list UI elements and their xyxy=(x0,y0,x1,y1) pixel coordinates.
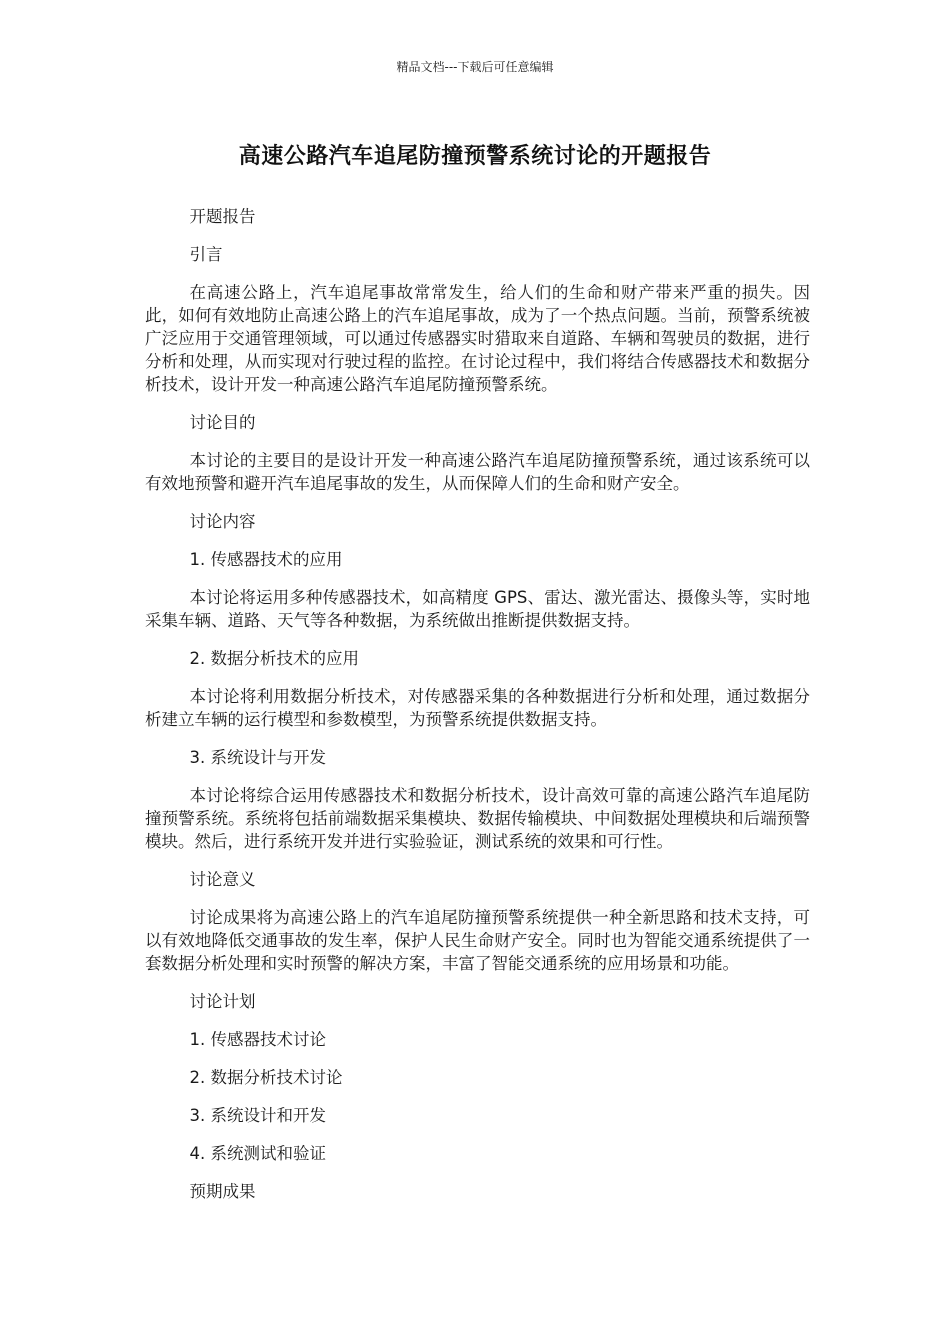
body-paragraph: 讨论成果将为高速公路上的汽车追尾防撞预警系统提供一种全新思路和技术支持，可以有效地降低交通事故的发生率，保护人民生命财产安全。同时也为智能交通系统提供了一套数据分析处理和实时预警的解决方案，丰富了智能交通系统的应用场景和功能。 xyxy=(145,908,810,973)
plan-item: 4. 系统测试和验证 xyxy=(189,1144,327,1163)
section-heading: 引言 xyxy=(189,245,223,264)
body-paragraph: 本讨论的主要目的是设计开发一种高速公路汽车追尾防撞预警系统，通过该系统可以有效地预警和避开汽车追尾事故的发生，从而保障人们的生命和财产安全。 xyxy=(145,451,810,493)
plan-item: 3. 系统设计和开发 xyxy=(189,1106,327,1125)
document-title: 高速公路汽车追尾防撞预警系统讨论的开题报告 xyxy=(238,144,712,169)
section-heading: 预期成果 xyxy=(189,1182,256,1201)
plan-item: 2. 数据分析技术讨论 xyxy=(189,1068,343,1087)
body-paragraph: 在高速公路上，汽车追尾事故常常发生，给人们的生命和财产带来严重的损失。因此，如何有效地防止高速公路上的汽车追尾事故，成为了一个热点问题。当前，预警系统被广泛应用于交通管理领域，可以通过传感器实时猎取来自道路、车辆和驾驶员的数据，进行分析和处理，从而实现对行驶过程的监控。在讨论过程中，我们将结合传感器技术和数据分析技术，设计开发一种高速公路汽车追尾防撞预警系统。 xyxy=(145,283,810,394)
section-heading: 讨论目的 xyxy=(189,413,256,432)
subsection-heading: 2. 数据分析技术的应用 xyxy=(189,649,360,668)
body-paragraph: 本讨论将运用多种传感器技术，如高精度 GPS、雷达、激光雷达、摄像头等，实时地采集车辆、道路、天气等各种数据，为系统做出推断提供数据支持。 xyxy=(145,588,810,630)
body-paragraph: 本讨论将利用数据分析技术，对传感器采集的各种数据进行分析和处理，通过数据分析建立车辆的运行模型和参数模型，为预警系统提供数据支持。 xyxy=(145,687,810,729)
body-paragraph: 本讨论将综合运用传感器技术和数据分析技术，设计高效可靠的高速公路汽车追尾防撞预警系统。系统将包括前端数据采集模块、数据传输模块、中间数据处理模块和后端预警模块。然后，进行系统开发并进行实验验证，测试系统的效果和可行性。 xyxy=(145,786,810,851)
header-note: 精品文档---下载后可任意编辑 xyxy=(396,60,554,74)
section-heading: 开题报告 xyxy=(189,207,256,226)
document-body xyxy=(145,205,810,1218)
section-heading: 讨论计划 xyxy=(189,992,256,1011)
section-heading: 讨论意义 xyxy=(189,870,256,889)
section-heading: 讨论内容 xyxy=(189,512,256,531)
subsection-heading: 1. 传感器技术的应用 xyxy=(189,550,343,569)
subsection-heading: 3. 系统设计与开发 xyxy=(189,748,327,767)
plan-item: 1. 传感器技术讨论 xyxy=(189,1030,327,1049)
